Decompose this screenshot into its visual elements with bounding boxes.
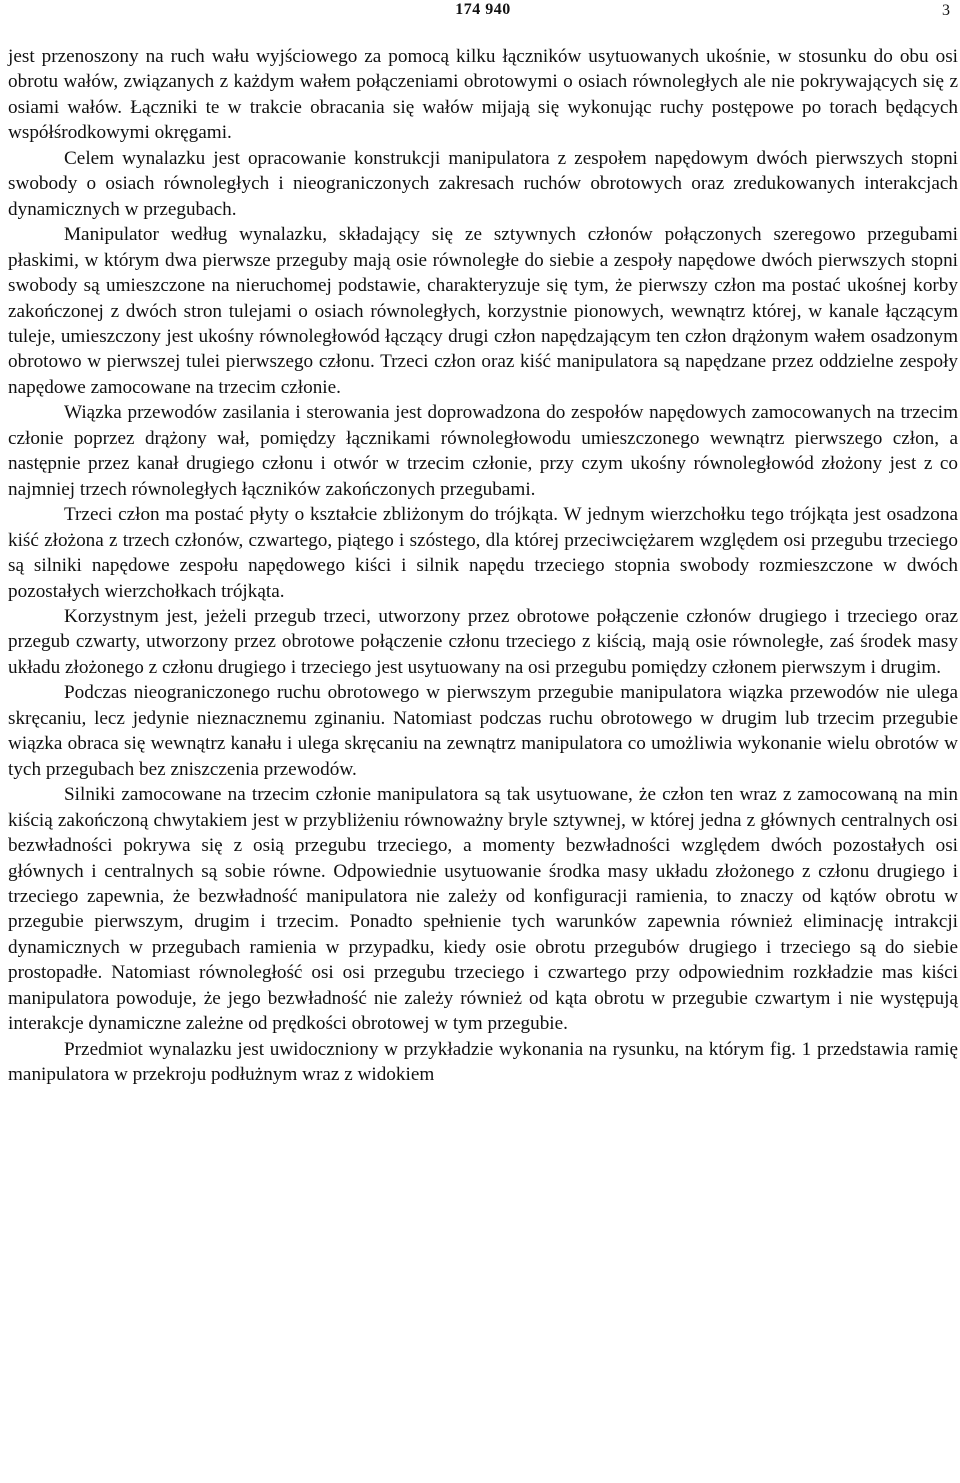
page-header: [8, 0, 958, 26]
paragraph-5: Trzeci człon ma postać płyty o kształcie zbliżonym do trójkąta. W jednym wierzchołku tego trójkąta jest osadzona kiść złożona z trzech członów, czwartego, piątego i szóstego, dla której przeciwciężarem względem osi przegubu trzeciego są silniki napędowe zespołu napędowego kiści i silnik napędu trzeciego stopnia swobody rozmieszczone w dwóch pozostałych wierzchołkach trójkąta.: [8, 504, 958, 602]
page-number: 3: [942, 2, 950, 19]
paragraph-4: Wiązka przewodów zasilania i sterowania jest doprowadzona do zespołów napędowych zamocowanych na trzecim członie poprzez drążony wał, pomiędzy łącznikami równoległowodu umieszczonego wewnątrz pierwszego człon, a następnie przez kanał drugiego członu i otwór w trzecim członie, przy czym ukośny równoległowód złożony jest z co najmniej trzech równoległych łączników zakończonych przegubami.: [8, 402, 958, 500]
paragraph-3: Manipulator według wynalazku, składający się ze sztywnych członów połączonych szeregowo przegubami płaskimi, w którym dwa pierwsze przeguby mają osie równoległe do siebie a zespoły napędowe dwóch pierwszych stopni swobody są umieszczone na nieruchomej podstawie, charakteryzuje się tym, że pierwszy człon ma postać ukośnej korby zakończonej z dwóch stron tulejami o osiach równoległych, korzystnie pionowych, wewnątrz której, w kanale łączącym tuleje, umieszczony jest ukośny równoległowód łączący drugi człon napędzającym ten człon drążonym wałem osadzonym obrotowo w pierwszej tulei pierwszego członu. Trzeci człon oraz kiść manipulatora są napędzane przez oddzielne zespoły napędowe zamocowane na trzecim członie.: [8, 224, 958, 398]
paragraph-1: jest przenoszony na ruch wału wyjściowego za pomocą kilku łączników usytuowanych ukośnie, w stosunku do obu osi obrotu wałów, związanych z każdym wałem połączeniami obrotowymi o osiach równoległych ale nie pokrywających się z osiami wałów. Łączniki te w trakcie obracania się wałów mijają się wykonując ruchy postępowe po torach będących współśrodkowymi okręgami.: [8, 46, 958, 144]
paragraph-7: Podczas nieograniczonego ruchu obrotowego w pierwszym przegubie manipulatora wiązka przewodów nie ulega skręcaniu, lecz jedynie nieznacznemu zginaniu. Natomiast podczas ruchu obrotowego w drugim lub trzecim przegubie wiązka obraca się wewnątrz kanału i ulega skręcaniu na zewnątrz manipulatora co umożliwia wykonanie wielu obrotów w tych przegubach bez zniszczenia przewodów.: [8, 682, 958, 780]
paragraph-6: Korzystnym jest, jeżeli przegub trzeci, utworzony przez obrotowe połączenie członów drugiego i trzeciego oraz przegub czwarty, utworzony przez obrotowe połączenie członu trzeciego z kiścią, mają osie równoległe, zaś środek masy układu złożonego z członu drugiego i trzeciego jest usytuowany na osi przegubu pomiędzy członem pierwszym i drugim.: [8, 605, 958, 678]
paragraph-8: Silniki zamocowane na trzecim członie manipulatora są tak usytuowane, że człon ten wraz z zamocowaną na min kiścią zakończoną chwytakiem jest w przybliżeniu równoważny bryle sztywnej, w której jedna z głównych centralnych osi bezwładności pokrywa się z osią przegubu trzeciego, a momenty bezwładności względem dwóch pozostałych osi głównych i centralnych są sobie równe. Odpowiednie usytuowanie środka masy układu złożonego z członu drugiego i trzeciego zapewnia, że bezwładność manipulatora nie zależy od konfiguracji ramienia, to znaczy od kątów obrotu w przegubie pierwszym, drugim i trzecim. Ponadto spełnienie tych warunków zapewnia również eliminację intrakcji dynamicznych w przegubach ramienia w przypadku, kiedy osie obrotu przegubów drugiego i trzeciego są do siebie prostopadłe. Natomiast równoległość osi osi przegubu trzeciego i czwartego przy odpowiednim rozkładzie mas kiści manipulatora powoduje, że jego bezwładność nie zależy również od kąta obrotu w przegubie czwartym i nie występują interakcje dynamiczne zależne od prędkości obrotowej w tym przegubie.: [8, 784, 958, 1035]
document-page: [8, 0, 958, 1483]
body-text: [8, 44, 958, 1088]
paragraph-2: Celem wynalazku jest opracowanie konstrukcji manipulatora z zespołem napędowym dwóch pierwszych stopni swobody o osiach równoległych i nieograniczonych zakresach ruchów obrotowych oraz zredukowanych interakcjach dynamicznych w przegubach.: [8, 147, 958, 220]
patent-number: 174 940: [455, 1, 511, 18]
paragraph-9: Przedmiot wynalazku jest uwidoczniony w przykładzie wykonania na rysunku, na którym fig. 1 przedstawia ramię manipulatora w przekroju podłużnym wraz z widokiem: [8, 1038, 958, 1086]
